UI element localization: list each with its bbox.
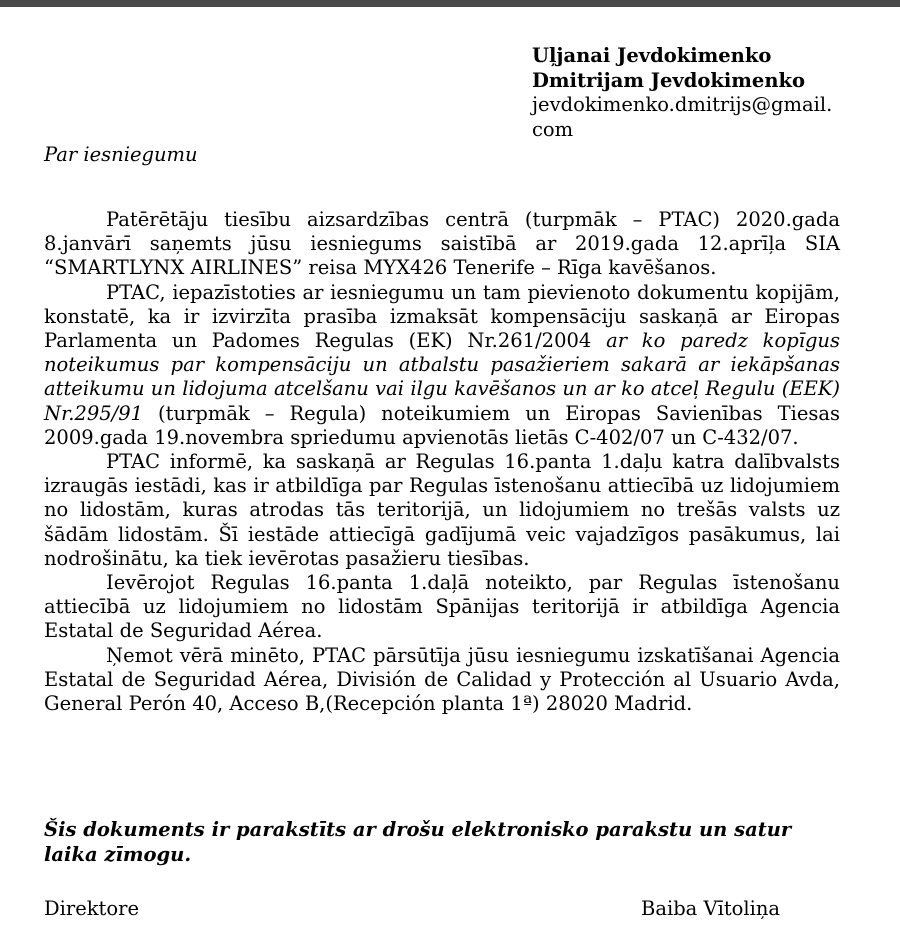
- paragraph-2-part-a: PTAC, iepazīstoties ar iesniegumu un tam pievienoto dokumentu kopijām, konstatē, ka ir izvirzīta prasība izmaksāt kompensāciju saskaņā ar Eiropas Parlamenta un Padomes Regulas (EK) Nr.261/2004: [44, 280, 840, 353]
- paragraph-2-part-c: (turpmāk – Regula) noteikumiem un Eiropas Savienības Tiesas 2009.gada 19.novembra spriedumu apvienotās lietās C-402/07 un C-432/07.: [44, 401, 840, 449]
- recipient-name-1: Uļjanai Jevdokimenko: [532, 44, 772, 67]
- recipient-name-2: Dmitrijam Jevdokimenko: [532, 68, 806, 92]
- paragraph-1: Patērētāju tiesību aizsardzības centrā (turpmāk – PTAC) 2020.gada 8.janvārī saņemts jūsu iesniegums saistībā ar 2019.gada 12.aprīļa SIA “SMARTLYNX AIRLINES” reisa MYX426 Tenerife – Rīga kavēšanos.: [44, 208, 840, 280]
- document-body: [44, 208, 840, 716]
- signatory-role: Direktore: [44, 897, 139, 920]
- paragraph-3: PTAC informē, ka saskaņā ar Regulas 16.panta 1.daļu katra dalībvalsts izraugās iestādi, kas ir atbildīga par Regulas īstenošanu attiecībā uz lidojumiem no lidostām, kuras atrodas tās teritorijā, un lidojumiem no trešās valsts uz šādām lidostām. Šī iestāde attiecīgā gadījumā veic vajadzīgos pasākumus, lai nodrošinātu, ka tiek ievērotas pasažieru tiesības.: [44, 450, 840, 570]
- signature-notice: Šis dokuments ir parakstīts ar drošu elektronisko parakstu un satur laika zīmogu.: [44, 818, 792, 866]
- regulation-title: ar ko paredz kopīgus noteikumus par kompensāciju un atbalstu pasažieriem sakarā ar iekāpšanas atteikumu un lidojuma atcelšanu vai ilgu kavēšanos un ar ko atceļ Regulu (EEK) Nr.295/91: [44, 329, 840, 425]
- recipient-email: jevdokimenko.dmitrijs@gmail.com: [532, 93, 833, 141]
- paragraph-5: Ņemot vērā minēto, PTAC pārsūtīja jūsu iesniegumu izskatīšanai Agencia Estatal de Seguridad Aérea, División de Calidad y Protección al Usuario Avda, General Perón 40, Acceso B,(Recepción planta 1ª) 28020 Madrid.: [44, 643, 840, 716]
- document-subject: Par iesniegumu: [44, 143, 198, 166]
- paragraph-4: Ievērojot Regulas 16.panta 1.daļā noteikto, par Regulas īstenošanu attiecībā uz lidojumiem no lidostām Spānijas teritorijā ir atbildīga Agencia Estatal de Seguridad Aérea.: [44, 571, 840, 643]
- recipient-block: [532, 44, 862, 142]
- paragraph-2: [44, 281, 840, 450]
- signatory-name: Baiba Vītoliņa: [641, 897, 781, 920]
- top-bar: [0, 0, 900, 7]
